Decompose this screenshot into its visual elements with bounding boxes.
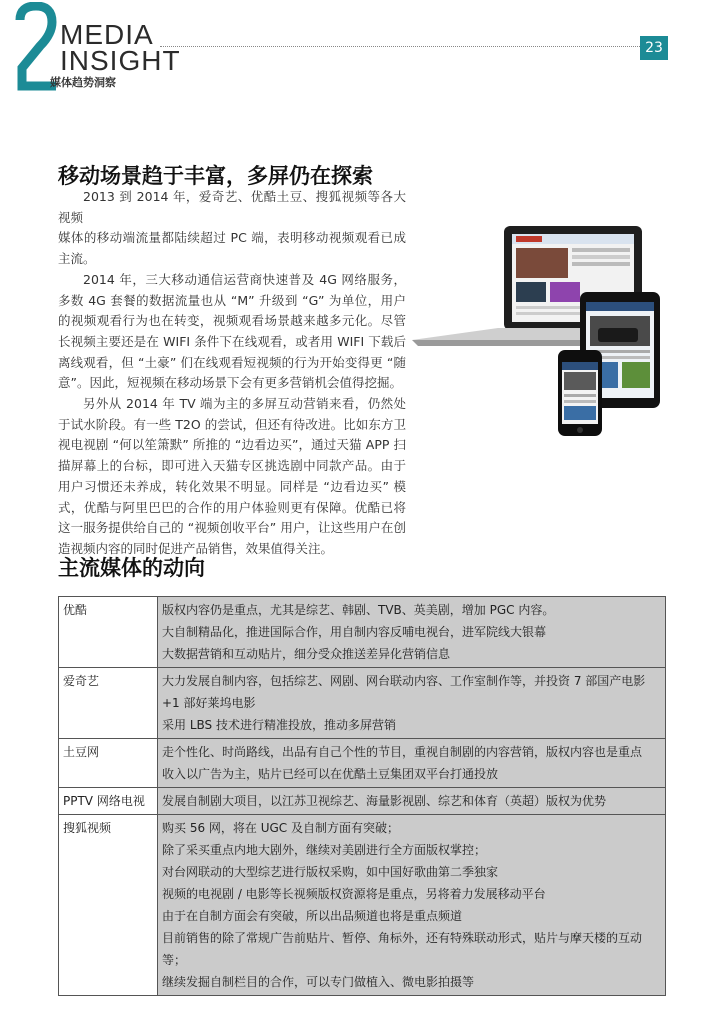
magazine-title-line1: MEDIA [60, 19, 154, 50]
media-description [158, 597, 666, 668]
description-line: 大力发展自制内容，包括综艺、网剧、网台联动内容、工作室制作等，并投资 7 部国产电影 +1 部好莱坞电影 [162, 674, 646, 710]
article-paragraph: 2014 年，三大移动通信运营商快速普及 4G 网络服务，多数 4G 套餐的数据流量也从 “M” 升级到 “G” 为单位，用户的视频观看行为也在转变，视频观看场景越来越多元化。尽管长视频主要还是在 WIFI 条件下在线观看，或者用 WIFI 下载后离线观看，但 “土豪” 们在线观看短视频的行为开始变得更 “随意”。因此，短视频在移动场景下会有更多营销机会值得挖掘。 [58, 271, 406, 391]
phone-icon [558, 350, 602, 436]
description-line: 大自制精品化，推进国际合作，用自制内容反哺电视台，进军院线大银幕 [162, 625, 547, 639]
table-row [59, 788, 666, 815]
multiscreen-devices-image [412, 222, 662, 442]
description-line: 对台网联动的大型综艺进行版权采购，如中国好歌曲第二季独家 [162, 865, 499, 879]
description-line: 由于在自制方面会有突破，所以出品频道也将是重点频道 [162, 909, 463, 923]
description-line: 目前销售的除了常规广告前贴片、暂停、角标外，还有特殊联动形式，贴片与摩天楼的互动等； [162, 931, 643, 967]
media-description [158, 668, 666, 739]
page-number: 23 [640, 36, 668, 60]
table-row [59, 597, 666, 668]
media-name: 优酷 [59, 597, 158, 668]
table-row [59, 668, 666, 739]
description-line: 采用 LBS 技术进行精准投放，推动多屏营销 [162, 718, 396, 732]
media-description [158, 815, 666, 996]
magazine-subtitle: 媒体趋势洞察 [50, 76, 116, 89]
media-name: 搜狐视频 [59, 815, 158, 996]
media-description [158, 739, 666, 788]
article-paragraph: 2013 到 2014 年，爱奇艺、优酷土豆、搜狐视频等各大视频 [58, 189, 406, 225]
table-row [59, 815, 666, 996]
description-line: 视频的电视剧 / 电影等长视频版权资源将是重点，另将着力发展移动平台 [162, 887, 546, 901]
article-body [58, 187, 406, 560]
section-heading-mobile: 移动场景趋于丰富，多屏仍在探索 [58, 164, 373, 188]
description-line: 继续发掘自制栏目的合作，可以专门做植入、微电影拍摄等 [162, 975, 475, 989]
media-name: 土豆网 [59, 739, 158, 788]
description-line: 大数据营销和互动贴片，细分受众推送差异化营销信息 [162, 647, 451, 661]
table-row [59, 739, 666, 788]
magazine-title-line2: INSIGHT [60, 45, 181, 76]
media-description [158, 788, 666, 815]
media-name: 爱奇艺 [59, 668, 158, 739]
description-line: 除了采买重点内地大剧外，继续对美剧进行全方面版权掌控； [162, 843, 487, 857]
article-paragraph: 另外从 2014 年 TV 端为主的多屏互动营销来看，仍然处于试水阶段。有一些 T2O 的尝试，但还有待改进。比如东方卫视电视剧 “何以笙箫默” 所推的 “边看边买”，通过天猫 APP 扫描屏幕上的台标，即可进入天猫专区挑选剧中同款产品。由于用户习惯还未养成，转化效果不明显。同样是 “边看边买” 模式，优酷与阿里巴巴的合作的用户体验则更有保障。优酷已将这一服务提供给自己的 “视频创收平台” 用户，让这些用户在创造视频内容的同时促进产品销售，效果值得关注。 [58, 396, 406, 556]
magazine-title [60, 19, 181, 76]
section-heading-media: 主流媒体的动向 [58, 556, 205, 580]
media-trends-table [58, 596, 666, 996]
header-rule [160, 46, 640, 47]
description-line: 购买 56 网，将在 UGC 及自制方面有突破； [162, 821, 399, 835]
description-line: 版权内容仍是重点，尤其是综艺、韩剧、TVB、英美剧，增加 PGC 内容。 [162, 603, 555, 617]
description-line: 走个性化、时尚路线，出品有自己个性的节目，重视自制剧的内容营销，版权内容也是重点 [162, 745, 643, 759]
description-line: 发展自制剧大项目，以江苏卫视综艺、海量影视剧、综艺和体育（英超）版权为优势 [162, 794, 607, 808]
article-paragraph: 媒体的移动端流量都陆续超过 PC 端，表明移动视频观看已成主流。 [58, 230, 406, 267]
description-line: 收入以广告为主，贴片已经可以在优酷土豆集团双平台打通投放 [162, 767, 499, 781]
media-name: PPTV 网络电视 [59, 788, 158, 815]
